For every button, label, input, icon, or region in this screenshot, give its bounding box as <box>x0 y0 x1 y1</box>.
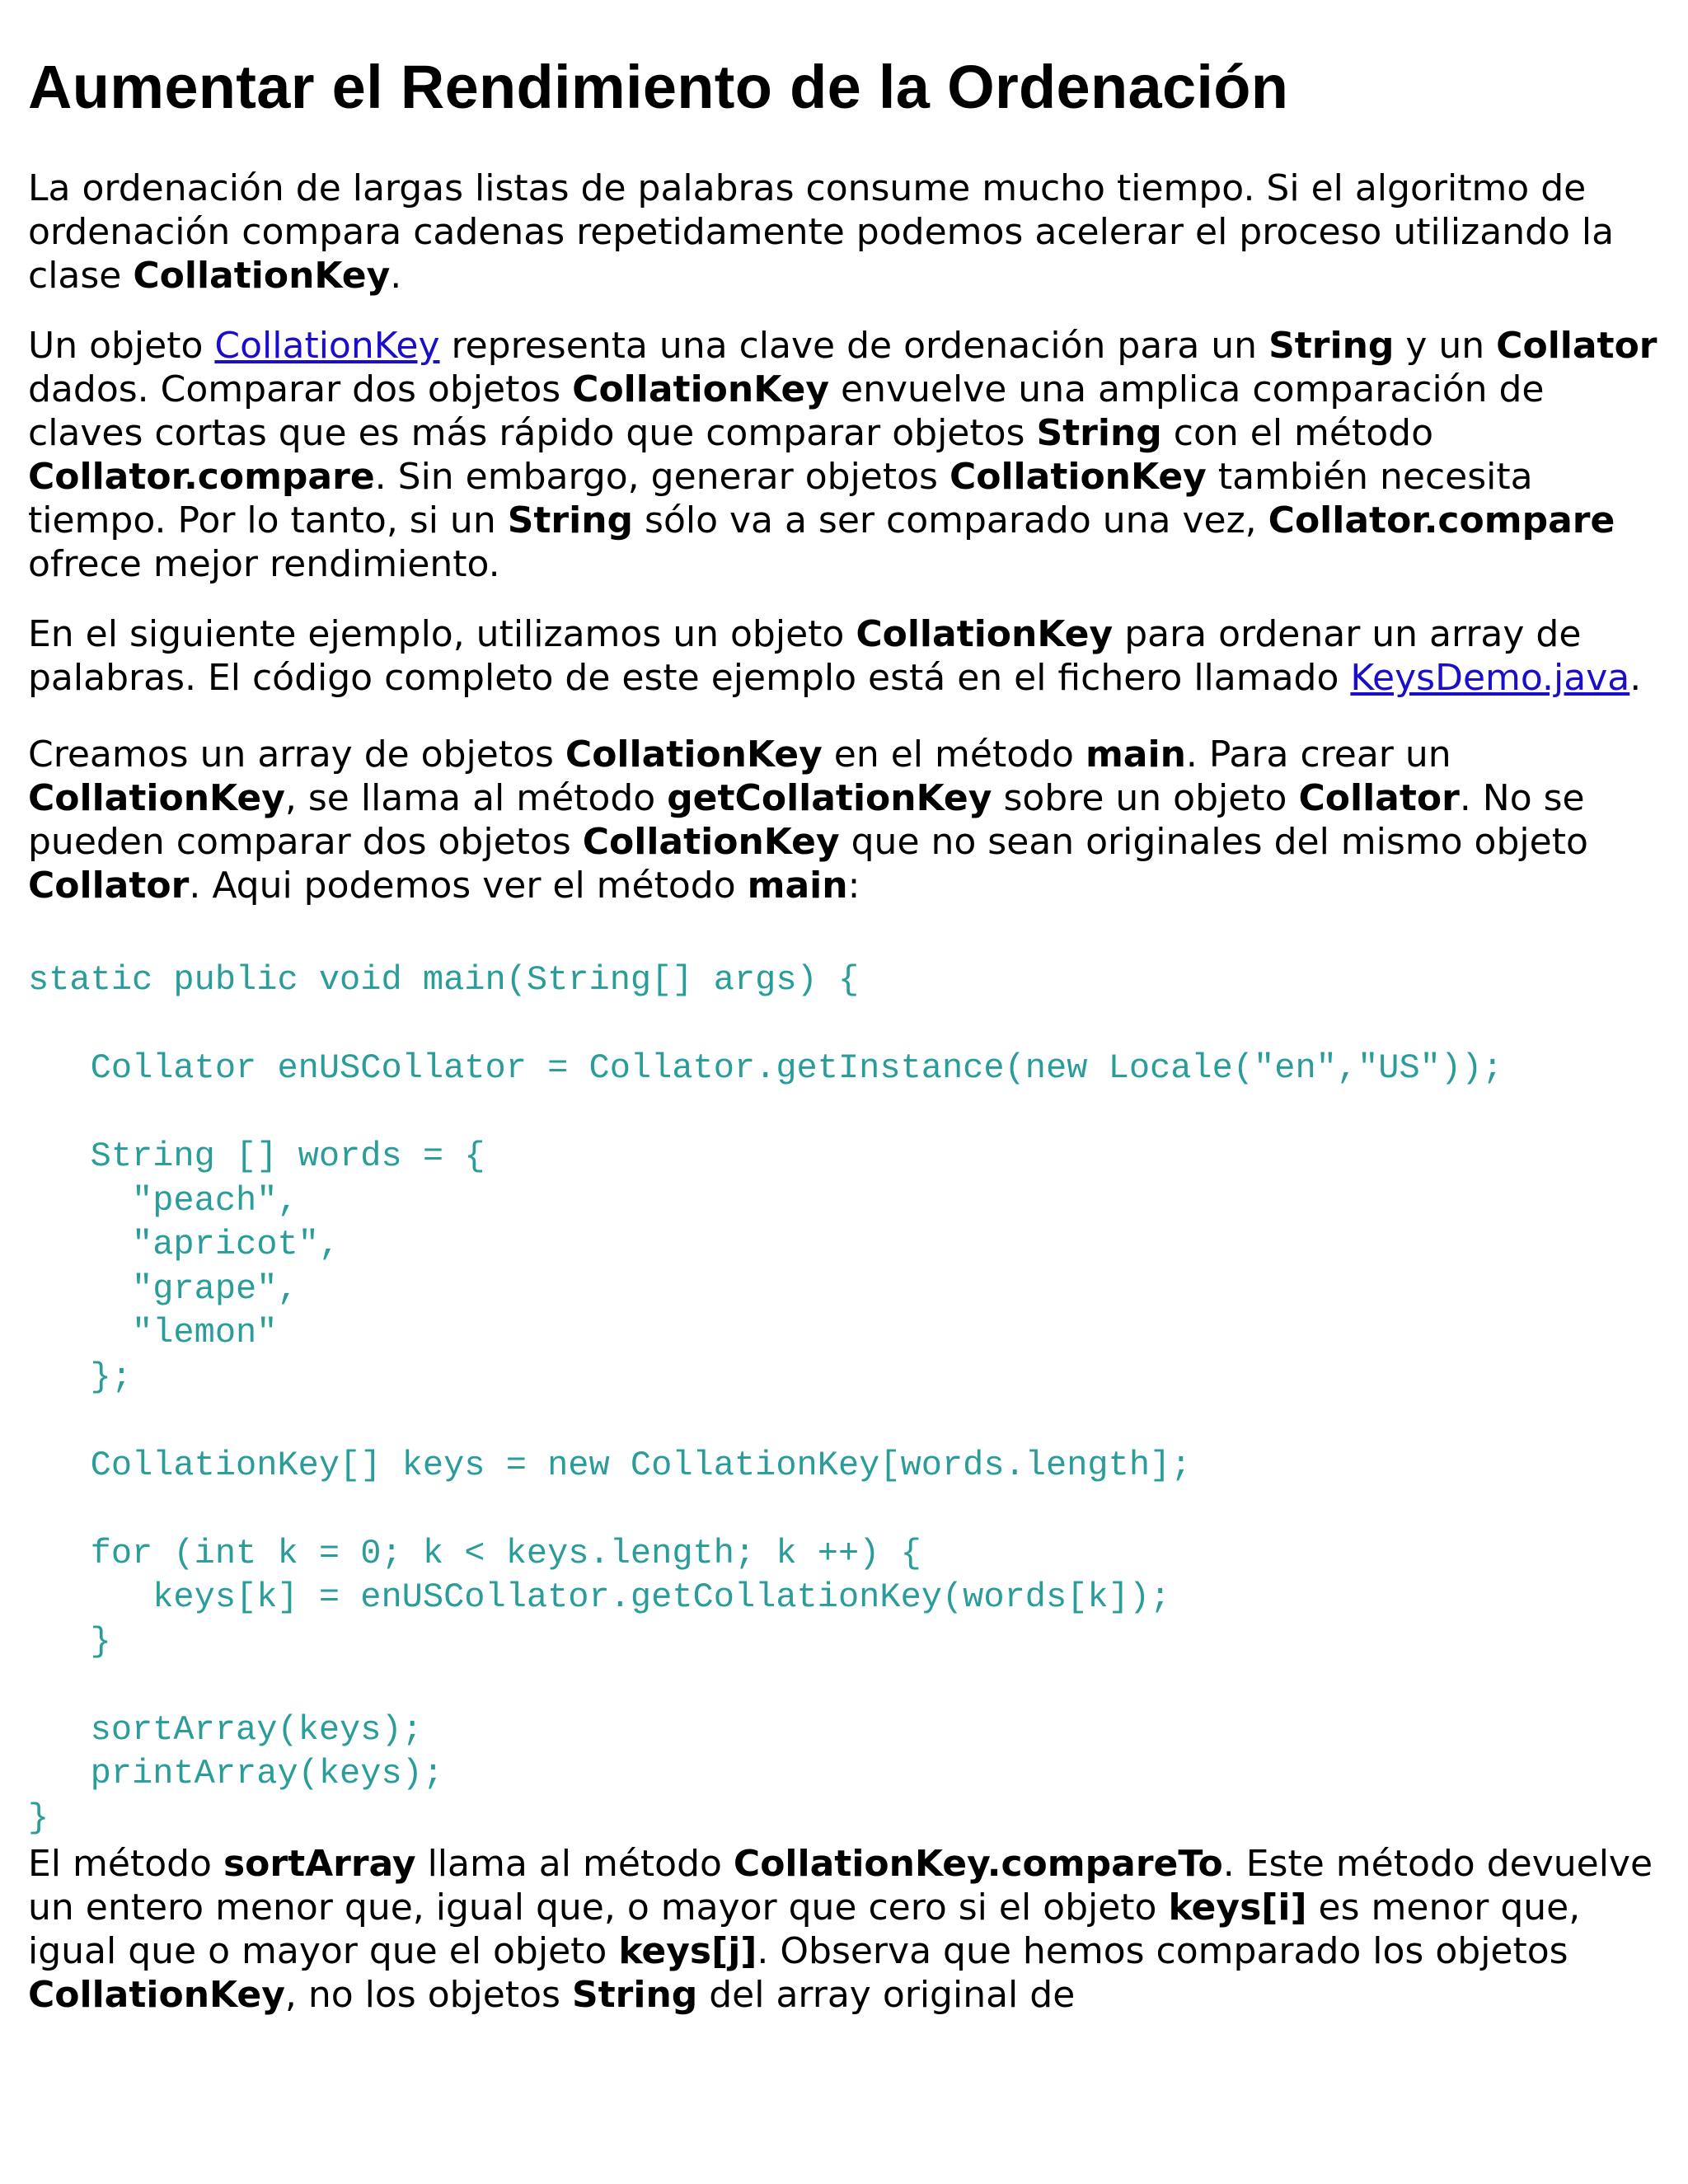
bold-term: CollationKey <box>28 777 285 819</box>
text: . Este método devuelve un entero menor que, igual que, o mayor que cero si el objeto <box>28 1843 1653 1929</box>
text: y un <box>1394 325 1497 367</box>
text: que no sean originales del mismo objeto <box>839 821 1588 863</box>
text: representa una clave de ordenación para un <box>439 325 1269 367</box>
text: en el método <box>822 733 1085 776</box>
paragraph-main <box>28 733 1668 907</box>
text: . No se pueden comparar dos objetos <box>28 777 1585 863</box>
bold-term: Collator.compare <box>28 456 375 498</box>
bold-term: String <box>1036 412 1162 454</box>
text: . <box>390 255 402 297</box>
bold-term: Collator.compare <box>1268 499 1615 541</box>
article <box>28 0 1668 2017</box>
bold-term: CollationKey <box>565 733 823 776</box>
text: dados. Comparar dos objetos <box>28 368 573 410</box>
text: del array original de <box>697 1974 1076 2016</box>
text: El método <box>28 1843 223 1885</box>
bold-term: CollationKey <box>28 1974 285 2016</box>
bold-term: keys[j] <box>618 1930 757 1972</box>
page-title: Aumentar el Rendimiento de la Ordenación <box>28 53 1289 121</box>
bold-term: main <box>1085 733 1186 776</box>
paragraph-example <box>28 612 1668 700</box>
bold-term: CollationKey.compareTo <box>733 1843 1223 1885</box>
text: también necesita tiempo. Por lo tanto, si un <box>28 456 1533 541</box>
text: . Aqui podemos ver el método <box>189 865 748 907</box>
text: La ordenación de largas listas de palabras consume mucho tiempo. Si el algoritmo de ordenación compara cadenas repetidamente podemos acelerar el proceso utilizando la clase <box>28 167 1615 297</box>
text: , no los objetos <box>284 1974 572 2016</box>
bold-term: CollationKey <box>133 255 391 297</box>
bold-term: String <box>1268 325 1395 367</box>
text: sobre un objeto <box>992 777 1299 819</box>
text: Un objeto <box>28 325 215 367</box>
bold-term: Collator <box>1298 777 1460 819</box>
bold-term: Collator <box>1496 325 1658 367</box>
text: envuelve una amplica comparación de claves cortas que es más rápido que comparar objetos <box>28 368 1545 454</box>
bold-term: String <box>571 1974 698 2016</box>
bold-term: sortArray <box>223 1843 416 1885</box>
bold-term: CollationKey <box>582 821 840 863</box>
bold-term: Collator <box>28 865 190 907</box>
text: En el siguiente ejemplo, utilizamos un objeto <box>28 613 856 655</box>
collationkey-link[interactable]: CollationKey <box>214 325 440 367</box>
bold-term: main <box>747 865 848 907</box>
text: . Para crear un <box>1185 733 1451 776</box>
text: para ordenar un array de palabras. El código completo de este ejemplo está en el fichero llamado <box>28 613 1582 699</box>
bold-term: CollationKey <box>856 613 1114 655</box>
text: es menor que, igual que o mayor que el objeto <box>28 1886 1581 1972</box>
bold-term: keys[i] <box>1168 1886 1307 1929</box>
paragraph-sortarray <box>28 1842 1668 2017</box>
bold-term: CollationKey <box>572 368 830 410</box>
bold-term: getCollationKey <box>667 777 992 819</box>
paragraph-intro <box>28 166 1668 298</box>
paragraph-collationkey <box>28 324 1668 586</box>
text: llama al método <box>415 1843 734 1885</box>
text: : <box>847 865 860 907</box>
code-block: static public void main(String[] args) { Collator enUSCollator = Collator.getInstance(new Locale("en","US")); String [] words = { "peach", "apricot", "grape", "lemon" }; CollationKey[] keys = new CollationKey[words.length]; for (int k = 0; k < keys.length; k ++) { keys[k] = enUSCollator.getCollationKey(words[k]); } sortArray(keys); printArray(keys); } <box>28 960 1503 1838</box>
text: sólo va a ser comparado una vez, <box>633 499 1268 541</box>
text: . Observa que hemos comparado los objetos <box>757 1930 1568 1972</box>
bold-term: CollationKey <box>949 456 1207 498</box>
text: . Sin embargo, generar objetos <box>374 456 950 498</box>
keysdemo-link[interactable]: KeysDemo.java <box>1350 657 1630 699</box>
text: , se llama al método <box>284 777 668 819</box>
bold-term: String <box>507 499 634 541</box>
text: con el método <box>1161 412 1433 454</box>
text: Creamos un array de objetos <box>28 733 565 776</box>
text: ofrece mejor rendimiento. <box>28 543 500 585</box>
text: . <box>1629 657 1642 699</box>
